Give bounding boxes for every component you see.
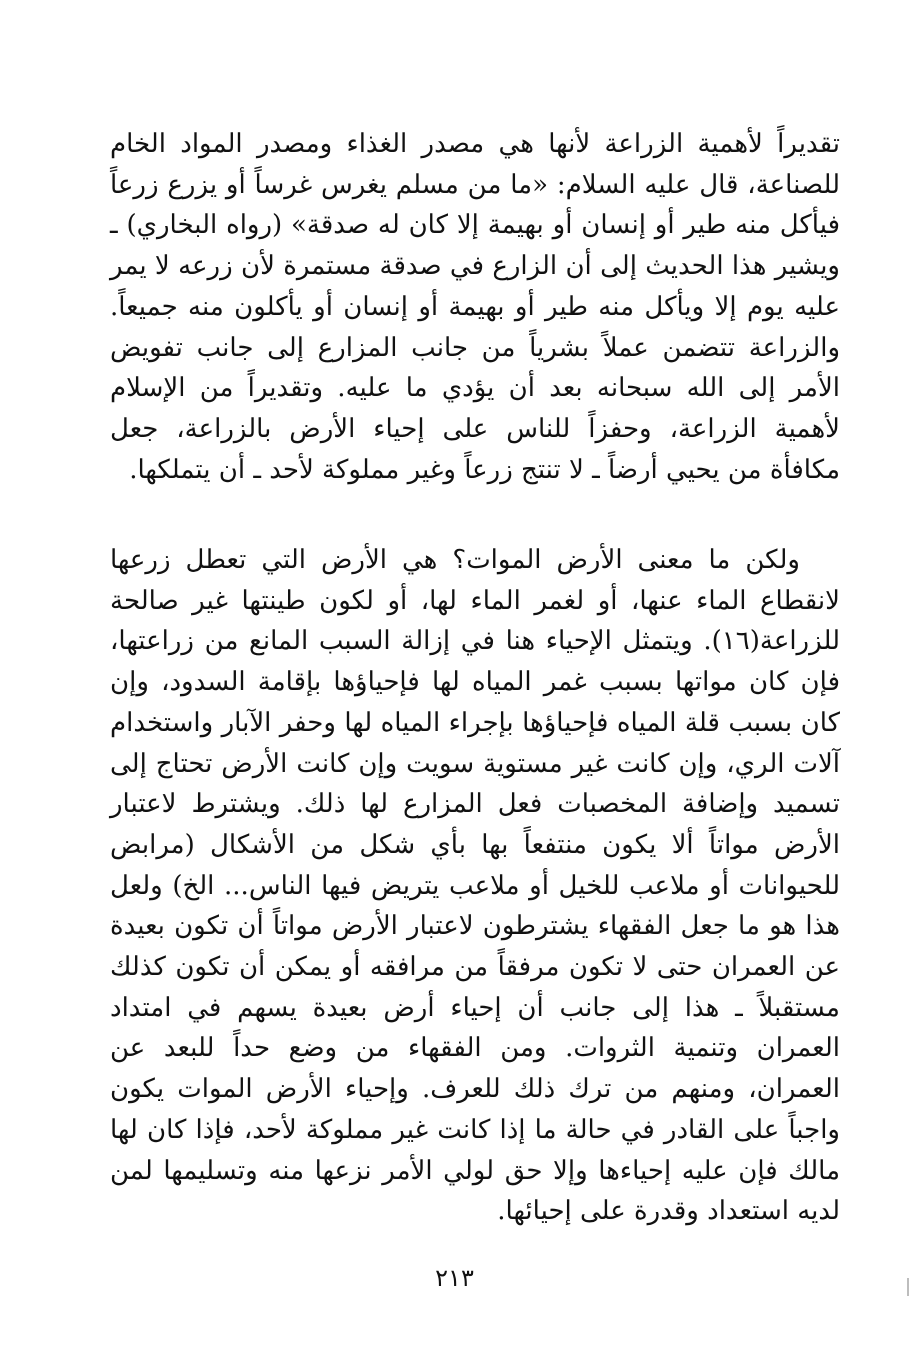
text-block-2 <box>110 540 840 1232</box>
paragraph-dead-land: ولكن ما معنى الأرض الموات؟ هي الأرض التي تعطل زرعها لانقطاع الماء عنها، أو لغمر الماء لها، أو لكون طينتها غير صالحة للزراعة(١٦). ويتمثل الإحياء هنا في إزالة السبب المانع من زراعتها، فإن كان مواتها بسبب غمر المياه لها فإحياؤها بإقامة السدود، وإن كان بسبب قلة المياه فإحياؤها بإجراء المياه لها وحفر الآبار واستخدام آلات الري، وإن كانت غير مستوية سويت وإن كانت الأرض تحتاج إلى تسميد وإضافة المخصبات فعل المزارع لها ذلك. ويشترط لاعتبار الأرض مواتاً ألا يكون منتفعاً بها بأي شكل من الأشكال (مرابض للحيوانات أو ملاعب للخيل أو ملاعب يتريض فيها الناس... الخ) ولعل هذا هو ما جعل الفقهاء يشترطون لاعتبار الأرض مواتاً أن تكون بعيدة عن العمران حتى لا تكون مرفقاً من مرافقه أو يمكن أن تكون كذلك مستقبلاً ـ هذا إلى جانب أن إحياء أرض بعيدة يسهم في امتداد العمران وتنمية الثروات. ومن الفقهاء من وضع حداً للبعد عن العمران، ومنهم من ترك ذلك للعرف. وإحياء الأرض الموات يكون واجباً على القادر في حالة ما إذا كانت غير مملوكة لأحد، فإذا كان لها مالك فإن عليه إحياءها وإلا حق لولي الأمر نزعها منه وتسليمها لمن لديه استعداد وقدرة على إحيائها. <box>110 545 840 1227</box>
page-number: ٢١٣ <box>435 1264 474 1292</box>
paragraph-agriculture-importance: تقديراً لأهمية الزراعة لأنها هي مصدر الغذاء ومصدر المواد الخام للصناعة، قال عليه السلام: «ما من مسلم يغرس غرساً أو يزرع زرعاً فيأكل منه طير أو إنسان أو بهيمة إلا كان له صدقة» (رواه البخاري) ـ ويشير هذا الحديث إلى أن الزارع في صدقة مستمرة لأن زرعه لا يمر عليه يوم إلا ويأكل منه طير أو بهيمة أو إنسان أو يأكلون منه جميعاً. والزراعة تتضمن عملاً بشرياً من جانب المزارع إلى جانب تفويض الأمر إلى الله سبحانه بعد أن يؤدي ما عليه. وتقديراً من الإسلام لأهمية الزراعة، وحفزاً للناس على إحياء الأرض بالزراعة، جعل مكافأة من يحيي أرضاً ـ لا تنتج زرعاً وغير مملوكة لأحد ـ أن يتملكها. <box>110 129 840 485</box>
text-block-1 <box>110 124 840 490</box>
